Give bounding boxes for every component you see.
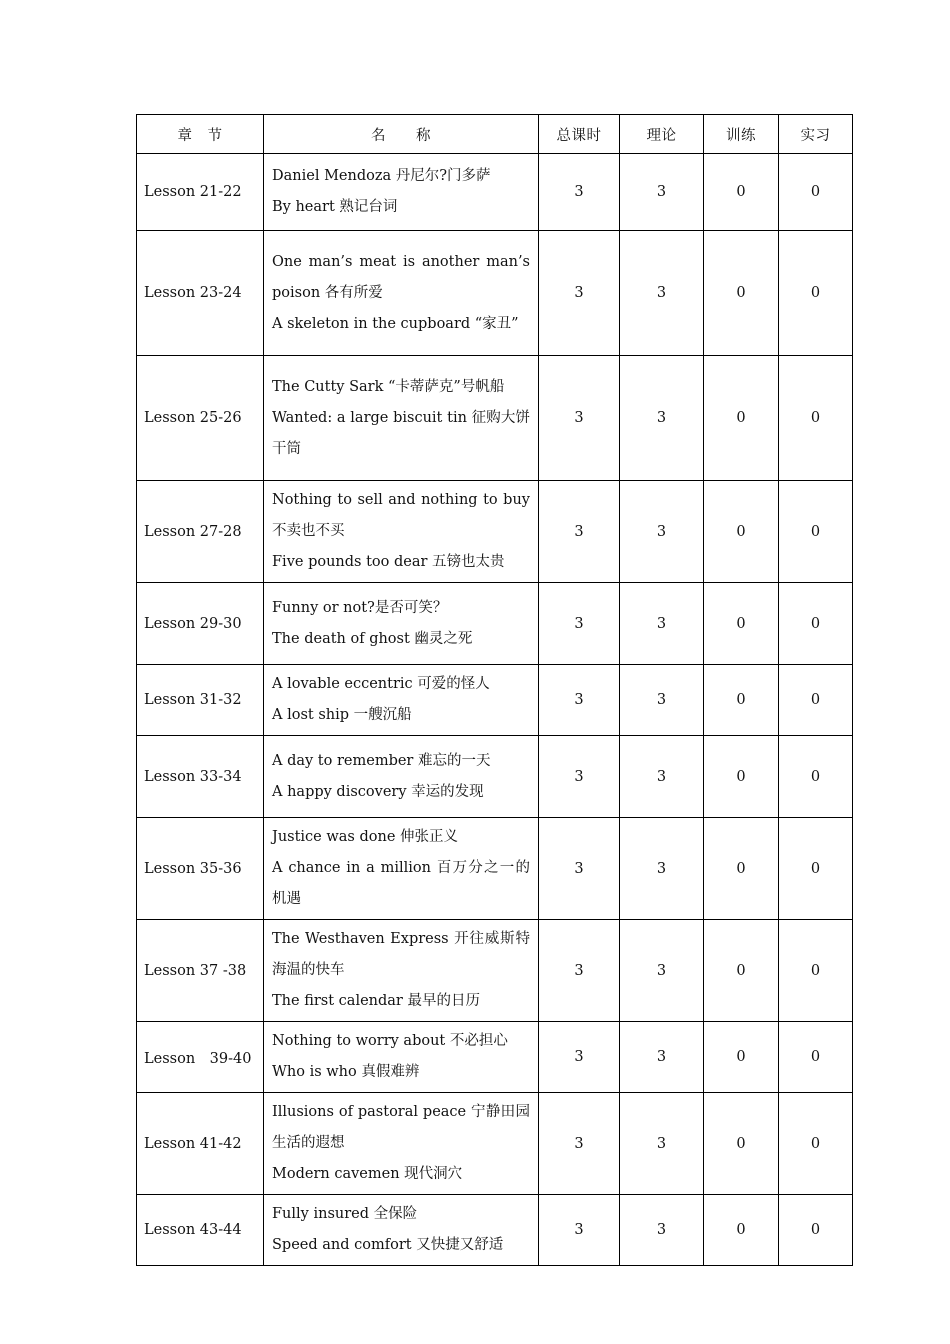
theory-cell: 3 (620, 920, 704, 1022)
table-row (137, 920, 853, 1022)
total-hours-cell: 3 (539, 356, 620, 481)
lesson-title: Daniel Mendoza 丹尼尔?门多萨 (272, 168, 491, 184)
practice-cell: 0 (779, 1195, 853, 1266)
total-hours-cell: 3 (539, 736, 620, 818)
practice-cell: 0 (779, 154, 853, 231)
training-cell: 0 (704, 154, 779, 231)
lesson-title: The death of ghost 幽灵之死 (272, 630, 473, 647)
theory-cell: 3 (620, 665, 704, 736)
training-cell: 0 (704, 665, 779, 736)
lesson-title: A day to remember 难忘的一天 (272, 752, 491, 769)
table-row (137, 583, 853, 665)
training-cell: 0 (704, 231, 779, 356)
lesson-cell: Lesson 27-28 (137, 481, 264, 583)
lesson-title: By heart 熟记台词 (272, 199, 398, 215)
lesson-title: Modern cavemen 现代洞穴 (272, 1166, 463, 1182)
lesson-title: A skeleton in the cupboard “家丑” (272, 315, 519, 332)
total-hours-cell: 3 (539, 665, 620, 736)
lesson-title: Nothing to worry about 不必担心 (272, 1033, 508, 1049)
theory-cell: 3 (620, 231, 704, 356)
syllabus-table (136, 114, 853, 1266)
theory-cell: 3 (620, 1022, 704, 1093)
title-cell (264, 818, 539, 920)
practice-cell: 0 (779, 736, 853, 818)
table-row (137, 665, 853, 736)
table-row (137, 1195, 853, 1266)
training-cell: 0 (704, 920, 779, 1022)
training-cell: 0 (704, 1195, 779, 1266)
practice-cell: 0 (779, 481, 853, 583)
lesson-cell: Lesson 29-30 (137, 583, 264, 665)
title-cell (264, 481, 539, 583)
lesson-title: Five pounds too dear 五镑也太贵 (272, 554, 505, 570)
title-cell (264, 356, 539, 481)
practice-cell: 0 (779, 356, 853, 481)
lesson-cell: Lesson 31-32 (137, 665, 264, 736)
header-total-hours: 总课时 (539, 115, 620, 154)
lesson-title: The Cutty Sark “卡蒂萨克”号帆船 (272, 378, 505, 395)
lesson-title: Justice was done 伸张正义 (272, 829, 459, 845)
lesson-cell: Lesson 21-22 (137, 154, 264, 231)
title-cell (264, 583, 539, 665)
total-hours-cell: 3 (539, 481, 620, 583)
lesson-title: A lost ship 一艘沉船 (272, 707, 412, 723)
theory-cell: 3 (620, 1093, 704, 1195)
lesson-title: The first calendar 最早的日历 (272, 993, 480, 1009)
table-row (137, 1093, 853, 1195)
header-practice: 实习 (779, 115, 853, 154)
theory-cell: 3 (620, 154, 704, 231)
lesson-title: Illusions of pastoral peace 宁静田园生活的遐想 (272, 1104, 530, 1151)
practice-cell: 0 (779, 920, 853, 1022)
total-hours-cell: 3 (539, 1195, 620, 1266)
practice-cell: 0 (779, 665, 853, 736)
theory-cell: 3 (620, 1195, 704, 1266)
lesson-cell: Lesson 41-42 (137, 1093, 264, 1195)
lesson-title: One man’s meat is another man’s poison 各有所爱 (272, 253, 530, 301)
lesson-title: The Westhaven Express 开往威斯特海温的快车 (272, 931, 530, 978)
practice-cell: 0 (779, 818, 853, 920)
lesson-title: Wanted: a large biscuit tin 征购大饼干筒 (272, 409, 530, 457)
practice-cell: 0 (779, 1093, 853, 1195)
lesson-cell: Lesson 25-26 (137, 356, 264, 481)
total-hours-cell: 3 (539, 1022, 620, 1093)
lesson-cell: Lesson 39-40 (137, 1022, 264, 1093)
header-name: 名 称 (264, 115, 539, 154)
total-hours-cell: 3 (539, 154, 620, 231)
table-row (137, 231, 853, 356)
table-row (137, 356, 853, 481)
header-chapter: 章 节 (137, 115, 264, 154)
training-cell: 0 (704, 1093, 779, 1195)
header-training: 训练 (704, 115, 779, 154)
training-cell: 0 (704, 736, 779, 818)
total-hours-cell: 3 (539, 1093, 620, 1195)
lesson-cell: Lesson 33-34 (137, 736, 264, 818)
theory-cell: 3 (620, 481, 704, 583)
lesson-title: Who is who 真假难辨 (272, 1064, 420, 1080)
table-row (137, 481, 853, 583)
lesson-title: Funny or not?是否可笑？ (272, 599, 448, 616)
lesson-cell: Lesson 23-24 (137, 231, 264, 356)
lesson-title: Speed and comfort 又快捷又舒适 (272, 1237, 504, 1253)
header-theory: 理论 (620, 115, 704, 154)
theory-cell: 3 (620, 818, 704, 920)
table-header-row (137, 115, 853, 154)
training-cell: 0 (704, 356, 779, 481)
theory-cell: 3 (620, 356, 704, 481)
lesson-cell: Lesson 35-36 (137, 818, 264, 920)
total-hours-cell: 3 (539, 583, 620, 665)
lesson-title: A chance in a million 百万分之一的机遇 (272, 860, 530, 907)
training-cell: 0 (704, 818, 779, 920)
theory-cell: 3 (620, 583, 704, 665)
lesson-title: Nothing to sell and nothing to buy 不卖也不买 (272, 492, 530, 539)
table-row (137, 818, 853, 920)
practice-cell: 0 (779, 231, 853, 356)
theory-cell: 3 (620, 736, 704, 818)
title-cell (264, 154, 539, 231)
title-cell (264, 231, 539, 356)
table-row (137, 1022, 853, 1093)
title-cell (264, 1022, 539, 1093)
title-cell (264, 665, 539, 736)
table-body (137, 154, 853, 1266)
total-hours-cell: 3 (539, 920, 620, 1022)
lesson-title: Fully insured 全保险 (272, 1206, 418, 1222)
practice-cell: 0 (779, 583, 853, 665)
lesson-title: A happy discovery 幸运的发现 (272, 783, 484, 800)
lesson-cell: Lesson 43-44 (137, 1195, 264, 1266)
title-cell (264, 1195, 539, 1266)
training-cell: 0 (704, 1022, 779, 1093)
table-row (137, 736, 853, 818)
title-cell (264, 1093, 539, 1195)
lesson-cell: Lesson 37 -38 (137, 920, 264, 1022)
total-hours-cell: 3 (539, 231, 620, 356)
training-cell: 0 (704, 583, 779, 665)
training-cell: 0 (704, 481, 779, 583)
total-hours-cell: 3 (539, 818, 620, 920)
table-row (137, 154, 853, 231)
title-cell (264, 920, 539, 1022)
lesson-title: A lovable eccentric 可爱的怪人 (272, 676, 490, 692)
practice-cell: 0 (779, 1022, 853, 1093)
title-cell (264, 736, 539, 818)
